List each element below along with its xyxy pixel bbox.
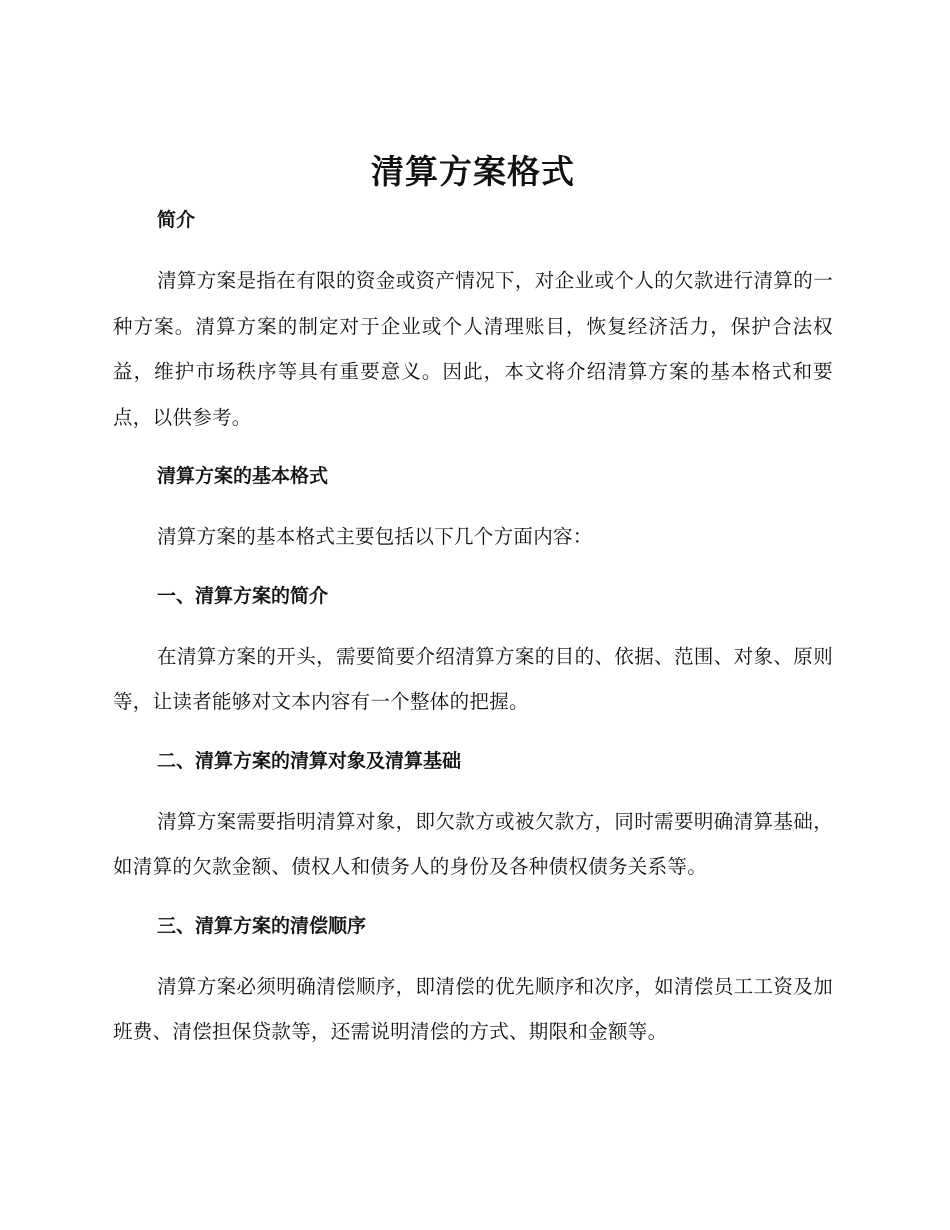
spacer xyxy=(113,560,833,582)
spacer xyxy=(113,775,833,799)
section-heading: 清算方案的基本格式 xyxy=(157,465,329,487)
document-body xyxy=(113,148,833,1055)
section-paragraph: 清算方案需要指明清算对象，即欠款方或被欠款方，同时需要明确清算基础，如清算的欠款金额、债权人和债务人的身份及各种债权债务关系等。 xyxy=(113,809,833,878)
section-paragraph: 清算方案必须明确清偿顺序，即清偿的优先顺序和次序，如清偿员工工资及加班费、清偿担保贷款等，还需说明清偿的方式、期限和金额等。 xyxy=(113,974,833,1043)
section-heading: 三、清算方案的清偿顺序 xyxy=(157,914,367,937)
section-heading: 二、清算方案的清算对象及清算基础 xyxy=(157,749,462,772)
section-paragraph: 在清算方案的开头，需要简要介绍清算方案的目的、依据、范围、对象、原则等，让读者能够对文本内容有一个整体的把握。 xyxy=(113,644,833,713)
section-heading: 一、清算方案的简介 xyxy=(157,584,329,607)
spacer xyxy=(113,234,833,258)
spacer xyxy=(113,490,833,514)
section-paragraph: 清算方案的基本格式主要包括以下几个方面内容： xyxy=(157,525,593,548)
section-two-objects xyxy=(113,747,833,912)
section-one-intro xyxy=(113,582,833,747)
section-heading: 简介 xyxy=(157,209,196,231)
spacer xyxy=(113,440,833,462)
section-basic-format xyxy=(113,462,833,582)
spacer xyxy=(113,890,833,912)
section-intro xyxy=(113,206,833,462)
section-paragraph: 清算方案是指在有限的资金或资产情况下，对企业或个人的欠款进行清算的一种方案。清算方案的制定对于企业或个人清理账目，恢复经济活力，保护合法权益，维护市场秩序等具有重要意义。因此，本文将介绍清算方案的基本格式和要点，以供参考。 xyxy=(113,269,833,429)
spacer xyxy=(113,610,833,634)
section-three-order xyxy=(113,912,833,1055)
spacer xyxy=(113,940,833,964)
document-title: 清算方案格式 xyxy=(371,152,575,191)
spacer xyxy=(113,725,833,747)
